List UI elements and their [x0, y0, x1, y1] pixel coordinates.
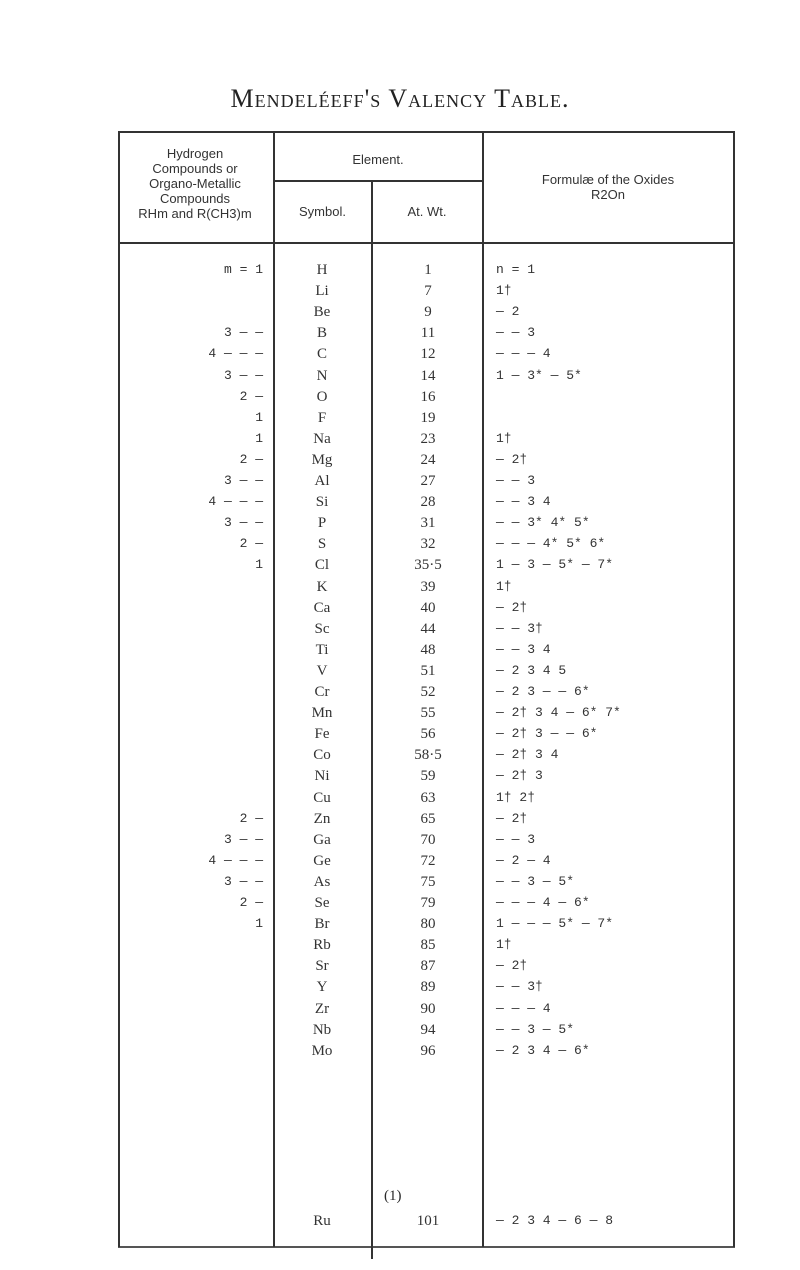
atomic-weight-cell: 32: [420, 536, 436, 552]
oxide-formula-cell: 1 — 3* — 5*: [496, 368, 582, 383]
symbol-cell: Si: [315, 494, 329, 510]
oxide-formula-cell: — 2†: [496, 958, 528, 973]
oxide-formula-cell: — 2† 3 4: [496, 747, 559, 762]
header-hydrogen-line: Compounds: [159, 191, 231, 206]
symbol-cell: Mn: [311, 705, 333, 721]
hydrogen-compound-cell: m = 1: [223, 262, 263, 277]
oxide-formula-cell: — — — 4: [496, 1001, 551, 1016]
symbol-cell: Sc: [314, 621, 330, 637]
oxide-formula-cell: — — 3 4: [496, 642, 551, 657]
atomic-weight-cell: 23: [420, 431, 436, 447]
hydrogen-compound-cell: 2 —: [239, 452, 263, 467]
symbol-cell: Cu: [313, 790, 331, 806]
header-element: Element.: [352, 152, 404, 167]
oxide-formula-cell: 1 — 3 — 5* — 7*: [496, 557, 614, 572]
symbol-cell: Na: [313, 431, 331, 447]
header-hydrogen-line: RHm and R(CH3)m: [138, 206, 252, 221]
atomic-weight-cell: 63: [420, 790, 436, 806]
oxide-formula-cell: — 2†: [496, 452, 528, 467]
header-oxides: [483, 172, 733, 202]
atomic-weight-cell: 65: [420, 811, 436, 827]
hydrogen-compound-cell: 2 —: [239, 895, 263, 910]
header-hydrogen-line: Hydrogen: [166, 146, 224, 161]
atomic-weight-cell: 1: [424, 262, 432, 278]
atomic-weight-cell: 31: [420, 515, 436, 531]
page-title: Mendeléeff's Valency Table.: [230, 84, 570, 113]
oxide-formula-cell: — — 3: [496, 325, 536, 340]
atomic-weight-cell: 9: [424, 304, 432, 320]
hydrogen-compound-cell: 4 — — —: [208, 853, 263, 868]
symbol-cell: Fe: [314, 726, 330, 742]
header-symbol: Symbol.: [299, 204, 346, 219]
footnote-marker: (1): [384, 1188, 402, 1204]
atomic-weight-cell: 40: [420, 600, 436, 616]
oxide-formula-cell: — 2: [496, 304, 520, 319]
atomic-weight-cell: 16: [420, 389, 436, 405]
hydrogen-compound-cell: 2 —: [239, 536, 263, 551]
header-hydrogen-line: Compounds or: [152, 161, 238, 176]
symbol-cell: Se: [314, 895, 330, 911]
oxide-formula-cell: — 2 3 4 — 6 — 8: [496, 1213, 614, 1228]
symbol-cell: Ca: [313, 600, 331, 616]
atomic-weight-cell: 79: [420, 895, 436, 911]
symbol-cell: Cr: [314, 684, 330, 700]
hydrogen-compound-cell: 3 — —: [223, 325, 263, 340]
symbol-cell: Sr: [315, 958, 329, 974]
hydrogen-compound-cell: 3 — —: [223, 515, 263, 530]
symbol-cell: Mg: [311, 452, 333, 468]
atomic-weight-cell: 12: [420, 346, 436, 362]
oxide-formula-cell: 1†: [496, 579, 512, 594]
oxide-formula-cell: — — 3 — 5*: [496, 874, 575, 889]
atomic-weight-cell: 56: [420, 726, 436, 742]
oxide-formula-cell: — 2 — 4: [496, 853, 551, 868]
atomic-weight-cell: 35·5: [414, 557, 442, 573]
symbol-cell: Li: [315, 283, 329, 299]
atomic-weight-cell: 70: [420, 832, 436, 848]
oxide-formula-cell: — — — 4 — 6*: [496, 895, 590, 910]
element-subheader-divider: [274, 180, 482, 182]
symbol-cell: F: [317, 410, 327, 426]
hydrogen-compound-cell: 3 — —: [223, 473, 263, 488]
atomic-weight-cell: 28: [420, 494, 436, 510]
oxide-formula-cell: — — 3 4: [496, 494, 551, 509]
atomic-weight-cell: 59: [420, 768, 436, 784]
symbol-cell: Ru: [313, 1213, 331, 1229]
oxide-formula-cell: — — 3 — 5*: [496, 1022, 575, 1037]
header-hydrogen: [120, 146, 270, 221]
atomic-weight-cell: 87: [420, 958, 436, 974]
symbol-cell: N: [316, 368, 328, 384]
symbol-cell: O: [316, 389, 328, 405]
atomic-weight-cell: 85: [420, 937, 436, 953]
symbol-cell: Ga: [313, 832, 331, 848]
symbol-cell: V: [316, 663, 328, 679]
atomic-weight-cell: 44: [420, 621, 436, 637]
atomic-weight-cell: 90: [420, 1001, 436, 1017]
atomic-weight-cell: 24: [420, 452, 436, 468]
oxide-formula-cell: 1†: [496, 937, 512, 952]
symbol-cell: Zn: [313, 811, 331, 827]
symbol-cell: Nb: [312, 1022, 332, 1038]
hydrogen-compound-cell: 2 —: [239, 389, 263, 404]
bottom-border: [118, 1246, 735, 1248]
oxide-formula-cell: 1 — — — 5* — 7*: [496, 916, 614, 931]
top-border: [118, 131, 735, 133]
oxide-formula-cell: — 2 3 — — 6*: [496, 684, 590, 699]
hydrogen-compound-cell: 1: [255, 916, 263, 931]
oxide-formula-cell: — 2† 3 — — 6*: [496, 726, 598, 741]
oxide-formula-cell: — 2† 3: [496, 768, 543, 783]
atomic-weight-cell: 27: [420, 473, 436, 489]
hydrogen-compound-cell: 2 —: [239, 811, 263, 826]
symbol-cell: Mo: [311, 1043, 333, 1059]
symbol-cell: Ti: [315, 642, 329, 658]
oxide-formula-cell: — — — 4* 5* 6*: [496, 536, 606, 551]
atomic-weight-cell: 52: [420, 684, 436, 700]
atomic-weight-cell: 48: [420, 642, 436, 658]
atomic-weight-cell: 80: [420, 916, 436, 932]
atomic-weight-cell: 55: [420, 705, 436, 721]
hydrogen-compound-cell: 1: [255, 557, 263, 572]
symbol-cell: Rb: [313, 937, 331, 953]
hydrogen-compound-cell: 1: [255, 431, 263, 446]
symbol-cell: Y: [316, 979, 328, 995]
oxide-formula-cell: — — 3†: [496, 979, 543, 994]
oxide-formula-cell: 1† 2†: [496, 790, 536, 805]
symbol-cell: H: [316, 262, 328, 278]
oxide-formula-cell: — — 3†: [496, 621, 543, 636]
atomic-weight-cell: 72: [420, 853, 436, 869]
symbol-cell: K: [316, 579, 328, 595]
symbol-cell: Ge: [313, 853, 331, 869]
hydrogen-compound-cell: 4 — — —: [208, 494, 263, 509]
header-oxides-line: R2On: [591, 187, 625, 202]
symbol-cell: Br: [314, 916, 330, 932]
left-border: [118, 131, 120, 1247]
header-hydrogen-line: Organo-Metallic: [149, 176, 241, 191]
symbol-cell: Al: [314, 473, 330, 489]
hydrogen-compound-cell: 1: [255, 410, 263, 425]
right-border: [733, 131, 735, 1247]
atomic-weight-cell: 89: [420, 979, 436, 995]
symbol-cell: P: [317, 515, 327, 531]
atomic-weight-cell: 96: [420, 1043, 436, 1059]
oxide-formula-cell: — 2†: [496, 811, 528, 826]
oxide-formula-cell: — 2† 3 4 — 6* 7*: [496, 705, 621, 720]
hydrogen-compound-cell: 4 — — —: [208, 346, 263, 361]
atomic-weight-cell: 94: [420, 1022, 436, 1038]
atomic-weight-cell: 11: [420, 325, 436, 341]
atomic-weight-cell: 39: [420, 579, 436, 595]
symbol-cell: Ni: [314, 768, 330, 784]
symbol-cell: Cl: [314, 557, 330, 573]
oxide-formula-cell: — — 3: [496, 832, 536, 847]
hydrogen-compound-cell: 3 — —: [223, 832, 263, 847]
atomic-weight-cell: 75: [420, 874, 436, 890]
oxide-formula-cell: n = 1: [496, 262, 536, 277]
atomic-weight-cell: 51: [420, 663, 436, 679]
symbol-cell: Zr: [314, 1001, 330, 1017]
oxide-formula-cell: — 2†: [496, 600, 528, 615]
atomic-weight-cell: 7: [424, 283, 432, 299]
atomic-weight-cell: 101: [416, 1213, 440, 1229]
symbol-cell: S: [317, 536, 327, 552]
symbol-cell: Be: [313, 304, 331, 320]
atomic-weight-cell: 58·5: [414, 747, 442, 763]
oxide-formula-cell: — — 3: [496, 473, 536, 488]
oxide-formula-cell: 1†: [496, 431, 512, 446]
atomic-weight-cell: 14: [420, 368, 436, 384]
header-divider: [118, 242, 735, 244]
header-oxides-line: Formulæ of the Oxides: [541, 172, 675, 187]
symbol-cell: As: [313, 874, 331, 890]
hydrogen-compound-cell: 3 — —: [223, 874, 263, 889]
hydrogen-compound-cell: 3 — —: [223, 368, 263, 383]
symbol-cell: Co: [313, 747, 331, 763]
oxide-formula-cell: — 2 3 4 — 6*: [496, 1043, 590, 1058]
oxide-formula-cell: 1†: [496, 283, 512, 298]
atomic-weight-cell: 19: [420, 410, 436, 426]
oxide-formula-cell: — 2 3 4 5: [496, 663, 567, 678]
header-atomic-weight: At. Wt.: [407, 204, 447, 219]
oxide-formula-cell: — — — 4: [496, 346, 551, 361]
symbol-cell: B: [316, 325, 327, 341]
symbol-cell: C: [316, 346, 327, 362]
oxide-formula-cell: — — 3* 4* 5*: [496, 515, 590, 530]
